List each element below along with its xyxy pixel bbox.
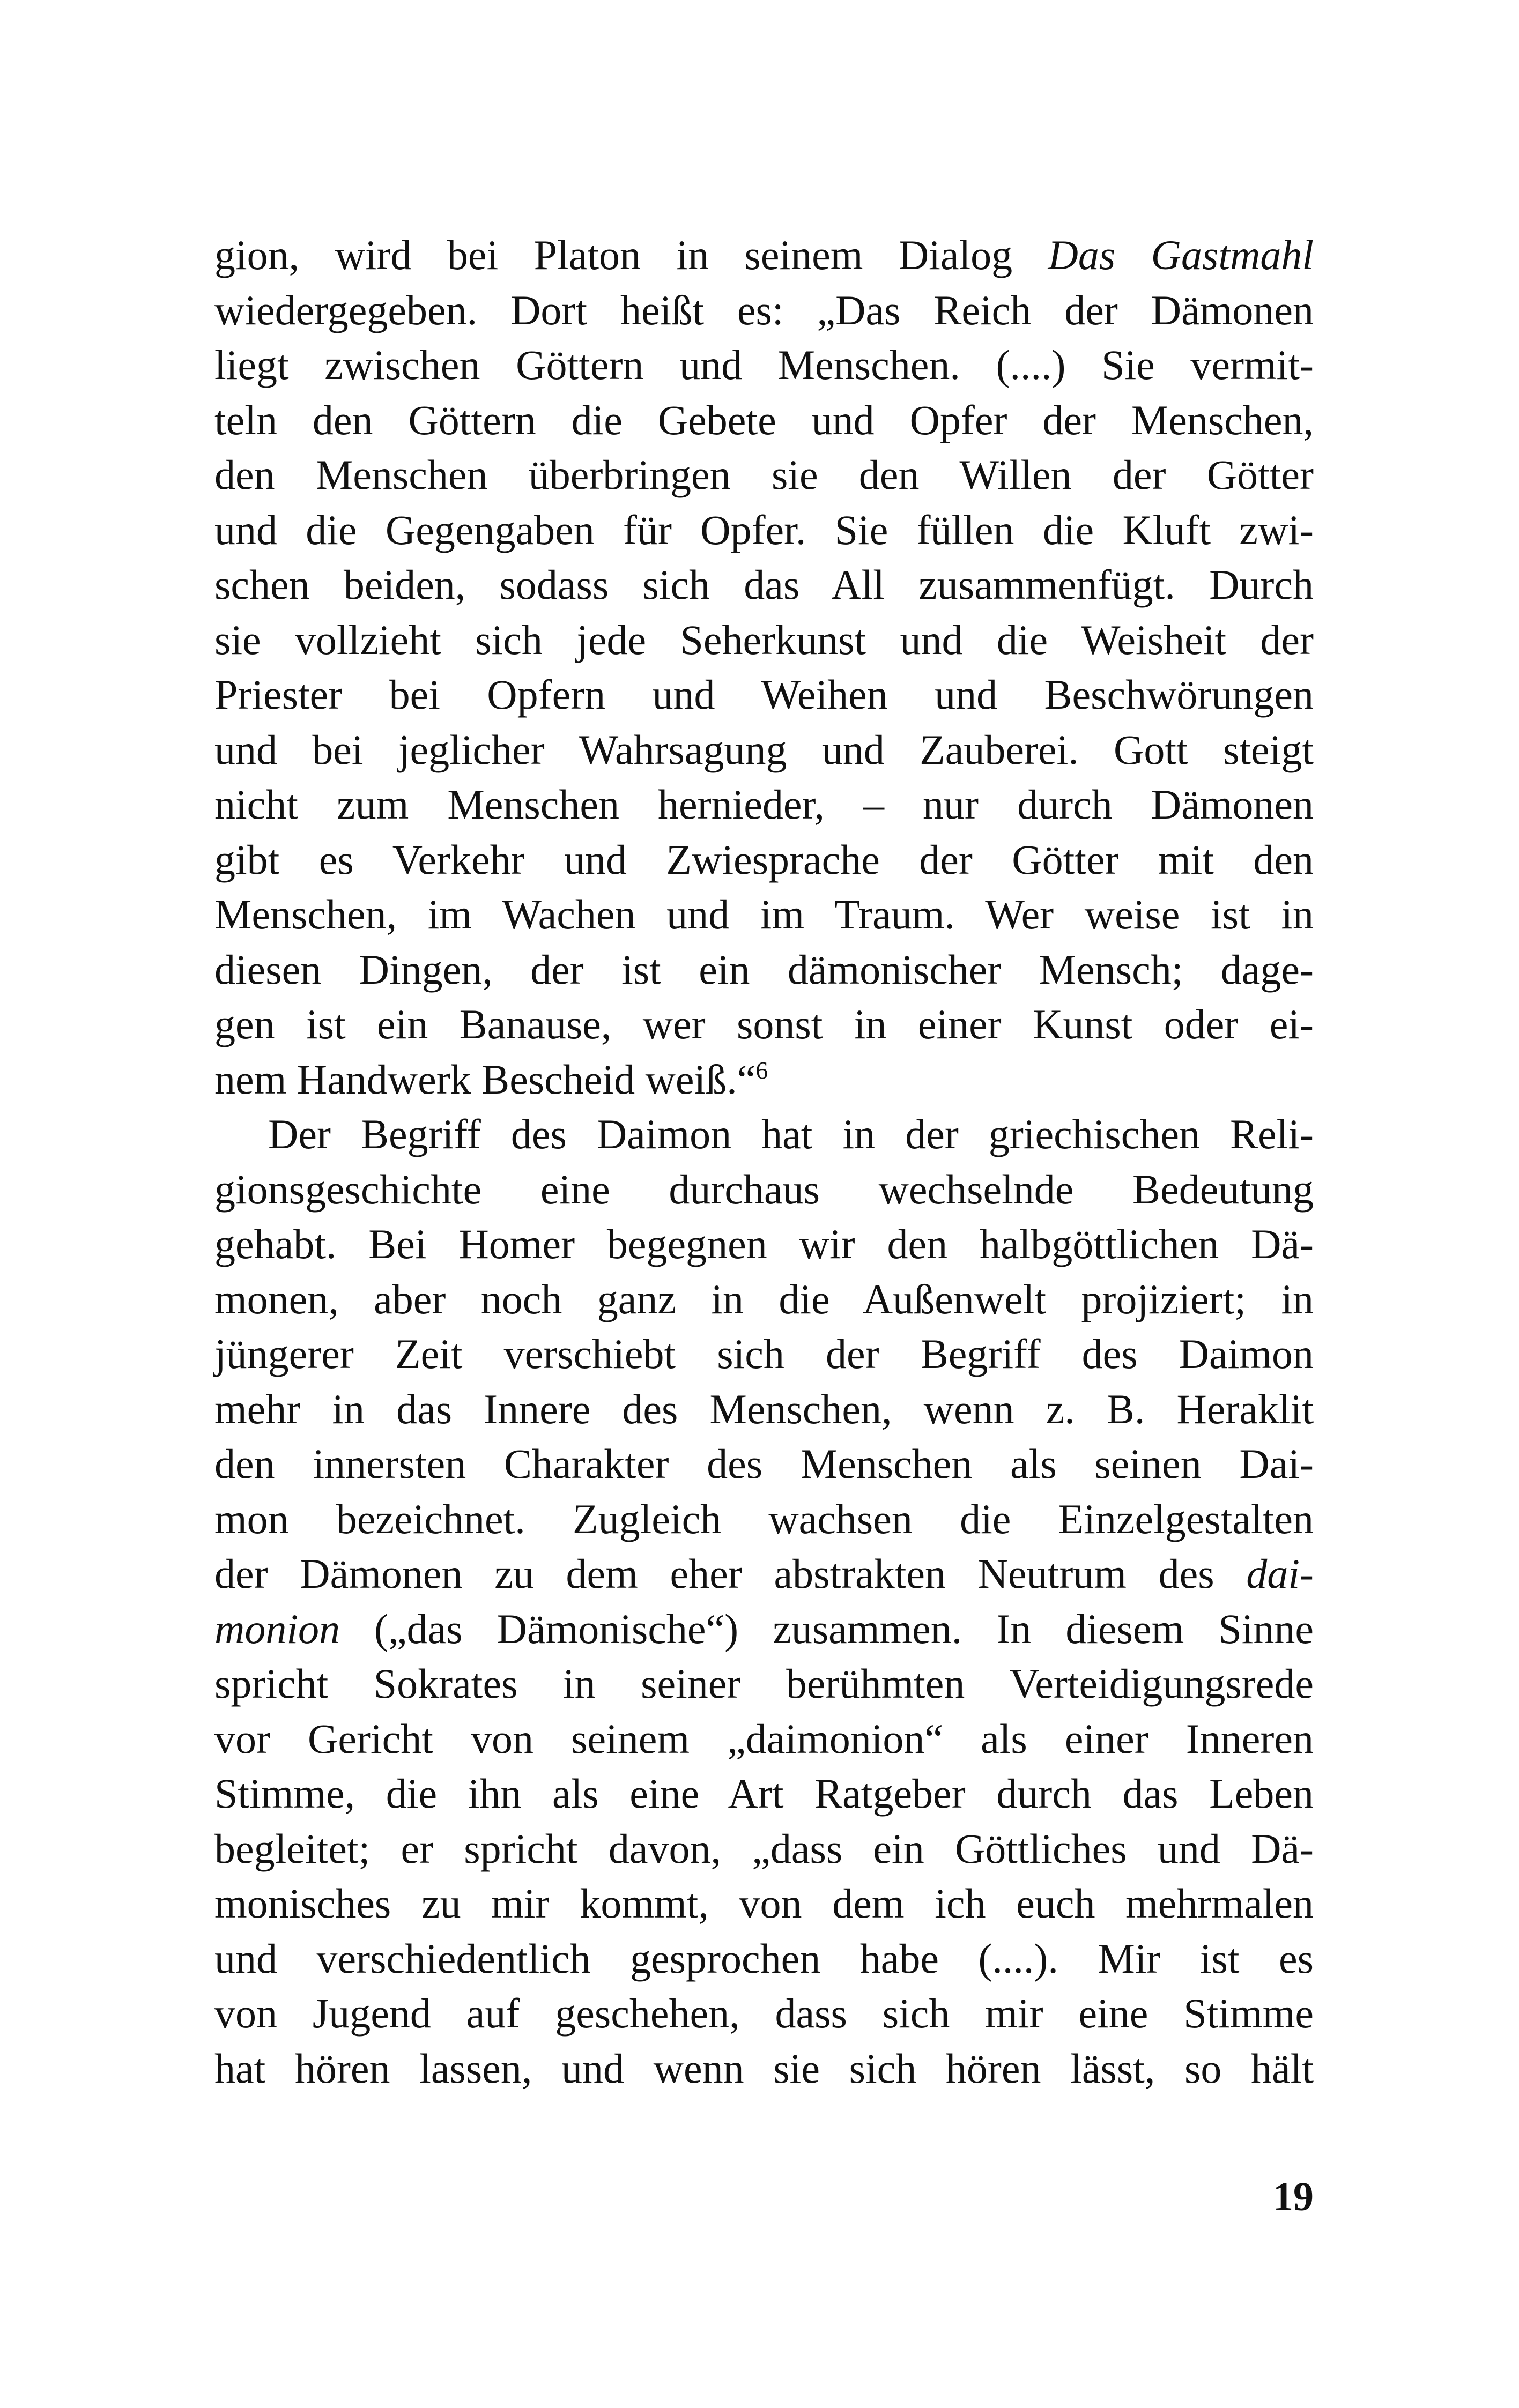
text-line: sie vollzieht sich jede Seherkunst und die Weisheit der	[214, 616, 1314, 663]
text-line: monion („das Dämonische“) zusammen. In diesem Sinne	[214, 1605, 1314, 1652]
text-line: gehabt. Bei Homer begegnen wir den halbgöttlichen Dä-	[214, 1221, 1314, 1267]
text-line: gion, wird bei Platon in seinem Dialog Das Gastmahl	[214, 232, 1314, 278]
page-number: 19	[1273, 2174, 1314, 2219]
text-line: Stimme, die ihn als eine Art Ratgeber durch das Leben	[214, 1770, 1314, 1817]
text-line: wiedergegeben. Dort heißt es: „Das Reich der Dämonen	[214, 286, 1314, 333]
text-line: Menschen, im Wachen und im Traum. Wer weise ist in	[214, 891, 1314, 938]
text-line: nicht zum Menschen hernieder, – nur durch Dämonen	[214, 781, 1314, 828]
book-title-italic: Das Gastmahl	[1048, 232, 1314, 278]
text-line: spricht Sokrates in seiner berühmten Verteidigungsrede	[214, 1660, 1314, 1707]
text-line: und die Gegengaben für Opfer. Sie füllen die Kluft zwi-	[214, 506, 1314, 553]
text-line: jüngerer Zeit verschiebt sich der Begriff des Daimon	[214, 1331, 1314, 1377]
text-line: Priester bei Opfern und Weihen und Beschwörungen	[214, 671, 1314, 718]
text-line: den Menschen überbringen sie den Willen der Götter	[214, 451, 1314, 498]
text-line: mon bezeichnet. Zugleich wachsen die Einzelgestalten	[214, 1495, 1314, 1542]
text-line: begleitet; er spricht davon, „dass ein Göttliches und Dä-	[214, 1825, 1314, 1872]
body-text	[214, 228, 1314, 2096]
text-line: monisches zu mir kommt, von dem ich euch mehrmalen	[214, 1880, 1314, 1927]
text-line: schen beiden, sodass sich das All zusammenfügt. Durch	[214, 561, 1314, 608]
term-italic: monion	[214, 1605, 340, 1652]
text-line: nem Handwerk Bescheid weiß.“$^6$	[214, 1056, 768, 1103]
text-line: von Jugend auf geschehen, dass sich mir eine Stimme	[214, 1990, 1314, 2037]
paragraph-2	[214, 1107, 1314, 2096]
text-line: hat hören lassen, und wenn sie sich hören lässt, so hält	[214, 2045, 1314, 2092]
text-line: diesen Dingen, der ist ein dämonischer Mensch; dage-	[214, 946, 1314, 993]
paragraph-1	[214, 228, 1314, 1107]
text-line: monen, aber noch ganz in die Außenwelt projiziert; in	[214, 1275, 1314, 1322]
text-line: teln den Göttern die Gebete und Opfer der Menschen,	[214, 396, 1314, 443]
text-line: gibt es Verkehr und Zwiesprache der Götter mit den	[214, 836, 1314, 883]
text-line: der Dämonen zu dem eher abstrakten Neutrum des dai-	[214, 1550, 1314, 1597]
term-italic: dai-	[1246, 1550, 1314, 1597]
footnote-reference[interactable]: 6	[755, 1056, 768, 1084]
text-line: und verschiedentlich gesprochen habe (....). Mir ist es	[214, 1935, 1314, 1982]
text-line: vor Gericht von seinem „daimonion“ als einer Inneren	[214, 1715, 1314, 1762]
text-line: den innersten Charakter des Menschen als seinen Dai-	[214, 1440, 1314, 1487]
text-line: Der Begriff des Daimon hat in der griechischen Reli-	[268, 1111, 1314, 1157]
text-line: gen ist ein Banause, wer sonst in einer Kunst oder ei-	[214, 1001, 1314, 1047]
text-line: liegt zwischen Göttern und Menschen. (....) Sie vermit-	[214, 341, 1314, 388]
text-line: gionsgeschichte eine durchaus wechselnde Bedeutung	[214, 1165, 1314, 1213]
text-line: mehr in das Innere des Menschen, wenn z. B. Heraklit	[214, 1385, 1314, 1432]
text-line: und bei jeglicher Wahrsagung und Zauberei. Gott steigt	[214, 726, 1314, 773]
